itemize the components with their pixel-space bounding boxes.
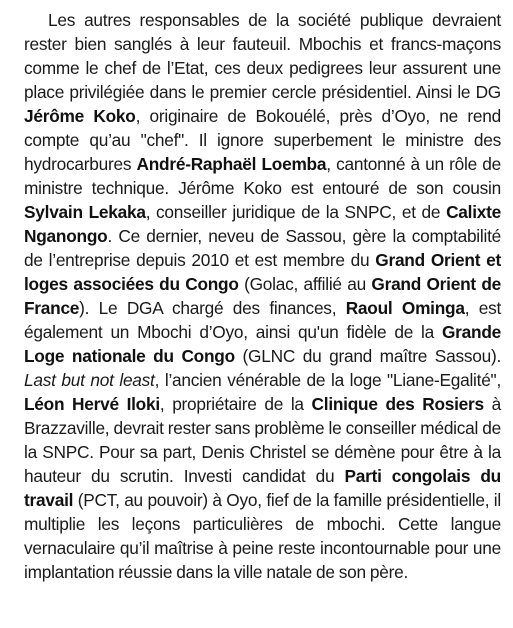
bold-name: Léon Hervé Iloki xyxy=(24,394,160,414)
text-run: ). Le DGA chargé des finances, xyxy=(79,298,346,318)
text-run: à Brazzaville, devrait rester sans problème le conseiller médical de la SNPC. Pour sa part, Denis Christel se démène pour être à la hauteur du scrutin. Investi candidat du xyxy=(24,394,501,486)
bold-name: Grand Orient et loges associées du Congo xyxy=(24,250,502,294)
article-paragraph xyxy=(24,8,501,584)
text-run: , conseiller juridique de la SNPC, et de xyxy=(145,202,447,222)
text-run: , originaire de Bokouélé, près d’Oyo, ne rend compte qu’au "chef". Il ignore superbement le ministre des hydrocarbures xyxy=(24,106,501,174)
text-run: , propriétaire de la xyxy=(159,394,312,414)
text-run: . Ce dernier, neveu de Sassou, gère la comptabilité de l’entreprise depuis 2010 et est membre du xyxy=(24,226,501,270)
text-run: , est également un Mbochi d’Oyo, ainsi qu'un fidèle de la xyxy=(24,298,502,342)
text-run: Les autres responsables de la société publique devraient rester bien sanglés à leur fauteuil. Mbochis et francs-maçons comme le chef de l’Etat, ces deux pedigrees leur assurent une place privilégiée dans le premier cercle présidentiel. Ainsi le DG xyxy=(24,10,501,102)
bold-name: Sylvain Lekaka xyxy=(24,202,146,222)
text-run: (PCT, au pouvoir) à Oyo, fief de la famille présidentielle, il multiplie les leçons particulières de mbochi. Cette langue vernaculaire qu’il maîtrise à peine reste incontournable pour une implantation réussie dans la ville natale de son père. xyxy=(24,490,501,582)
bold-name: Parti congolais du travail xyxy=(24,466,501,510)
italic-phrase: Last but not least xyxy=(24,370,155,390)
bold-name: Jérôme Koko xyxy=(24,106,136,126)
bold-name: Calixte Nganongo xyxy=(24,202,501,246)
text-run: , cantonné à un rôle de ministre technique. Jérôme Koko est entouré de son cousin xyxy=(24,154,501,198)
bold-name: Grande Loge nationale du Congo xyxy=(24,322,501,366)
bold-name: Clinique des Rosiers xyxy=(311,394,484,414)
bold-name: Grand Orient de France xyxy=(24,274,501,318)
bold-name: Raoul Ominga xyxy=(345,298,465,318)
text-run: (GLNC du grand maître Sassou). xyxy=(234,346,502,366)
bold-name: André-Raphaël Loemba xyxy=(136,154,327,174)
text-run: , l’ancien vénérable de la loge "Liane-Egalité", xyxy=(154,370,501,390)
text-run: (Golac, affilié au xyxy=(238,274,372,294)
